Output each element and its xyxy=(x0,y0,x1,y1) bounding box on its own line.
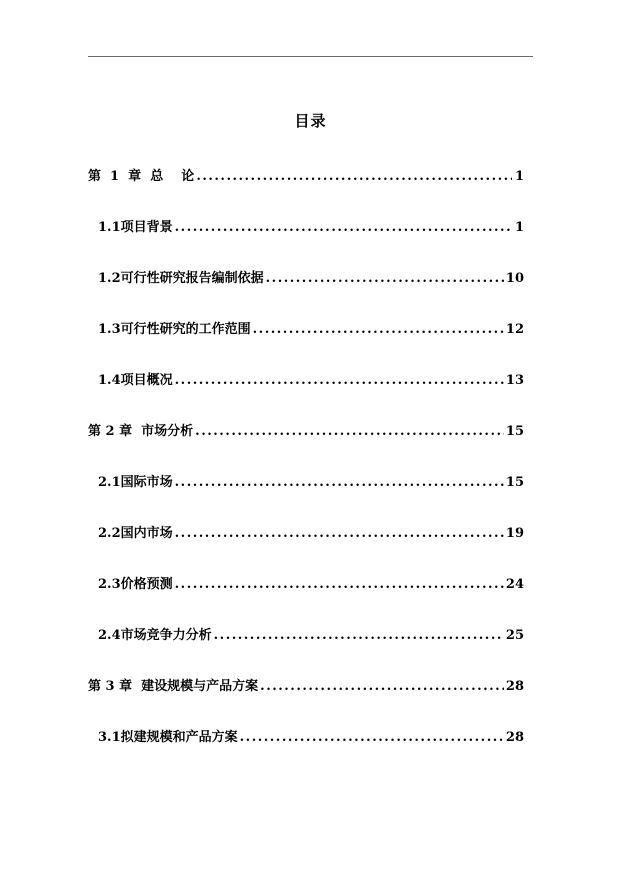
toc-entry-label: 价格预测 xyxy=(120,577,173,592)
toc-entry-2-2[interactable] xyxy=(88,523,524,574)
toc-entry-page: 25 xyxy=(505,628,524,643)
toc-entry-label: 总 论 xyxy=(150,169,195,184)
toc-entry-number: 3.1 xyxy=(98,730,121,745)
toc-entry-number: 1.4 xyxy=(98,373,121,388)
header-rule xyxy=(88,56,533,57)
toc-entry-page: 1 xyxy=(514,169,524,184)
toc-entry-2-4[interactable] xyxy=(88,625,524,676)
toc-entry-label: 可行性研究的工作范围 xyxy=(120,322,251,337)
dot-leader xyxy=(240,727,504,749)
toc-entry-page: 13 xyxy=(505,373,524,388)
toc-entry-page: 1 xyxy=(514,220,524,235)
toc-entry-label: 项目背景 xyxy=(120,220,173,235)
toc-entry-1-3[interactable] xyxy=(88,319,524,370)
toc-entry-label: 国际市场 xyxy=(120,475,173,490)
toc-entry-number: 1.3 xyxy=(98,322,121,337)
toc-entry-number: 1.1 xyxy=(98,220,121,235)
toc-title: 目录 xyxy=(294,112,327,130)
toc-entry-chapter-3[interactable] xyxy=(88,676,524,727)
toc-entry-page: 10 xyxy=(505,271,524,286)
toc-entry-3-1[interactable] xyxy=(88,727,524,778)
toc-entry-label: 国内市场 xyxy=(120,526,173,541)
toc-entry-page: 24 xyxy=(505,577,524,592)
toc-entry-number: 2.1 xyxy=(98,475,121,490)
toc-entry-page: 28 xyxy=(505,679,524,694)
toc-entry-2-3[interactable] xyxy=(88,574,524,625)
toc-entry-label: 项目概况 xyxy=(120,373,173,388)
toc-entry-label: 市场竞争力分析 xyxy=(120,628,212,643)
dot-leader xyxy=(175,472,504,494)
toc-entry-1-1[interactable] xyxy=(88,217,524,268)
toc-entry-label: 市场分析 xyxy=(141,424,194,439)
toc-entry-number: 第 3 章 xyxy=(88,679,142,694)
toc-entry-chapter-2[interactable] xyxy=(88,421,524,472)
toc-entry-1-4[interactable] xyxy=(88,370,524,421)
toc-entry-number: 2.3 xyxy=(98,577,121,592)
dot-leader xyxy=(214,625,504,647)
toc-entry-2-1[interactable] xyxy=(88,472,524,523)
toc-entry-page: 15 xyxy=(505,424,524,439)
toc-entry-number: 1.2 xyxy=(98,271,121,286)
dot-leader xyxy=(195,421,504,443)
toc-entry-page: 12 xyxy=(505,322,524,337)
toc-entry-number: 第 2 章 xyxy=(88,424,142,439)
dot-leader xyxy=(266,268,504,290)
toc-entry-number: 2.2 xyxy=(98,526,121,541)
toc-entry-page: 28 xyxy=(505,730,524,745)
toc-entry-number: 第 1 章 xyxy=(88,169,151,184)
toc-entry-label: 拟建规模和产品方案 xyxy=(120,730,238,745)
dot-leader xyxy=(253,319,504,341)
toc-entry-page: 19 xyxy=(505,526,524,541)
table-of-contents xyxy=(88,166,524,778)
toc-entry-1-2[interactable] xyxy=(88,268,524,319)
toc-entry-label: 建设规模与产品方案 xyxy=(141,679,259,694)
dot-leader xyxy=(260,676,504,698)
dot-leader xyxy=(175,574,504,596)
dot-leader xyxy=(196,166,512,188)
toc-entry-label: 可行性研究报告编制依据 xyxy=(120,271,264,286)
dot-leader xyxy=(175,217,512,239)
toc-entry-number: 2.4 xyxy=(98,628,121,643)
dot-leader xyxy=(175,370,504,392)
toc-entry-page: 15 xyxy=(505,475,524,490)
toc-entry-chapter-1[interactable] xyxy=(88,166,524,217)
dot-leader xyxy=(175,523,504,545)
